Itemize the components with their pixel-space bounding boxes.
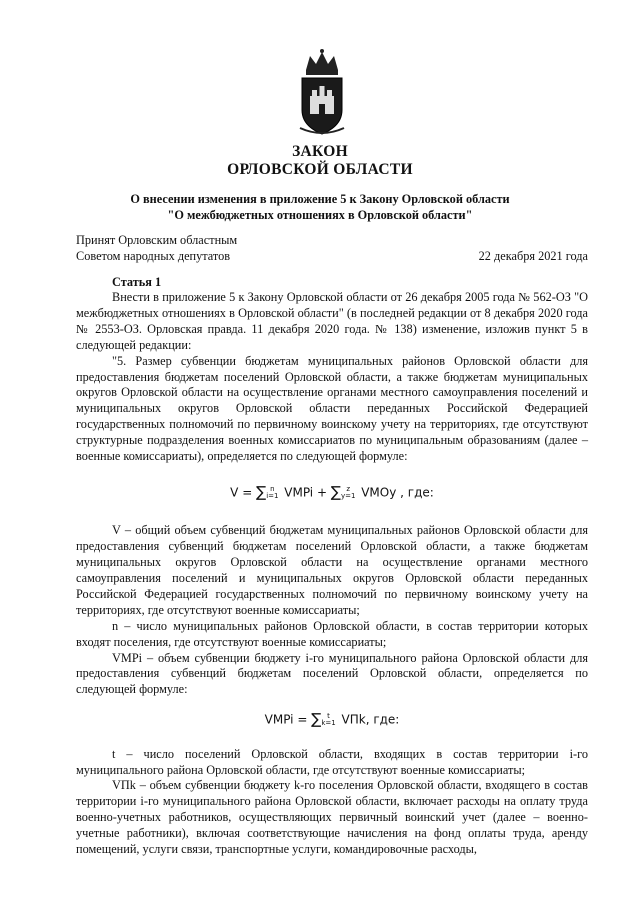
article-body bbox=[76, 290, 588, 858]
formula1-sum2-upper: z bbox=[346, 484, 351, 493]
formula1-sum1-limits bbox=[266, 486, 278, 500]
adoption-statement bbox=[76, 232, 237, 264]
sum-symbol-icon: ∑ bbox=[311, 710, 322, 729]
formula-total-subvention bbox=[76, 482, 588, 501]
formula2-left: VMPi = bbox=[264, 712, 312, 727]
paragraph-definition-t: t – число поселений Орловской области, входящих в состав территории i-го муниципального района Орловской области, где отсутствуют военные комиссариаты; bbox=[76, 746, 588, 777]
law-subject-line1: О внесении изменения в приложение 5 к Закону Орловской области bbox=[130, 192, 510, 206]
law-subject-line2: "О межбюджетных отношениях в Орловской области" bbox=[167, 208, 473, 222]
region-title: ОРЛОВСКОЙ ОБЛАСТИ bbox=[227, 161, 413, 178]
formula1-term1: VMPi + bbox=[280, 485, 331, 500]
formula1-sum2-lower: y=1 bbox=[340, 491, 356, 500]
paragraph-definition-n: n – число муниципальных районов Орловской области, в состав территории которых входят поселения, где отсутствуют военные комиссариаты; bbox=[76, 618, 588, 649]
adoption-line2: Советом народных депутатов bbox=[76, 249, 231, 263]
formula2-term: VПk bbox=[337, 712, 366, 727]
sum-symbol-icon: ∑ bbox=[256, 482, 267, 501]
formula-district-subvention bbox=[76, 712, 588, 728]
formula2-sum-limits bbox=[321, 713, 335, 727]
paragraph-definition-vmpi: VMPi – объем субвенции бюджету i-го муниципального района Орловской области для предоставления субвенций бюджетам поселений Орловской области, определяется по следующей формуле: bbox=[76, 650, 588, 697]
sum-symbol-icon: ∑ bbox=[330, 482, 341, 501]
paragraph-point-5: "5. Размер субвенции бюджетам муниципальных районов Орловской области для предоставления бюджетам поселений Орловской области, а также бюджетам муниципальных округов Орловской области на осуществление органами местного самоуправления поселений и муниципальных округов Орловской области переданных Российской Федерацией государственных полномочий по первичному воинскому учету на территориях, где отсутствуют структурные подразделения военных комиссариатов по муниципальным образованиям (далее – военные комиссариаты), определяется по следующей формуле: bbox=[76, 353, 588, 464]
formula1-sum1-upper: n bbox=[270, 484, 275, 493]
formula1-sum1-lower: i=1 bbox=[266, 491, 279, 500]
adoption-date: 22 декабря 2021 года bbox=[478, 249, 588, 263]
paragraph-definition-vpk: VПk – объем субвенции бюджету k-го поселения Орловской области, входящего в состав территории i-го муниципального района Орловской области, включает расходы на оплату труда военно-учетных работников, осуществляющих первичный воинский учет (далее – военно-учетные работники), включая соответствующие начисления на фонд оплаты труда, аренду помещений, услуги связи, транспортные услуги, командировочные расходы, bbox=[76, 778, 588, 857]
paragraph-definition-v: V – общий объем субвенций бюджетам муниципальных районов Орловской области для предоставления субвенций бюджетам поселений Орловской области, а также бюджетам муниципальных округов Орловской области на осуществление органами местного самоуправления поселений и муниципальных округов Орловской области переданных Российской Федерацией государственных полномочий по первичному воинскому учету на территориях, где отсутствуют военные комиссариаты; bbox=[76, 523, 588, 617]
paragraph-amendment: Внести в приложение 5 к Закону Орловской области от 26 декабря 2005 года № 562-ОЗ "О межбюджетных отношениях в Орловской области" (в последней редакции от 8 декабря 2020 года № 2553-ОЗ. Орловская правда. 11 декабря 2020 года. № 138) изменение, изложив пункт 5 в следующей редакции: bbox=[76, 290, 588, 352]
document-type-title: ЗАКОН bbox=[292, 143, 348, 160]
coat-of-arms-icon bbox=[294, 48, 350, 136]
adoption-line1: Принят Орловским областным bbox=[76, 233, 238, 247]
formula2-suffix: , где: bbox=[365, 712, 400, 727]
formula1-term2: VMOy bbox=[357, 485, 397, 500]
formula1-sum2-limits bbox=[341, 486, 355, 500]
formula2-sum-upper: t bbox=[327, 712, 330, 721]
formula1-suffix: , где: bbox=[396, 485, 434, 500]
article-heading: Статья 1 bbox=[112, 275, 162, 289]
formula1-left: V = bbox=[230, 485, 257, 500]
formula2-sum-lower: k=1 bbox=[321, 719, 336, 728]
